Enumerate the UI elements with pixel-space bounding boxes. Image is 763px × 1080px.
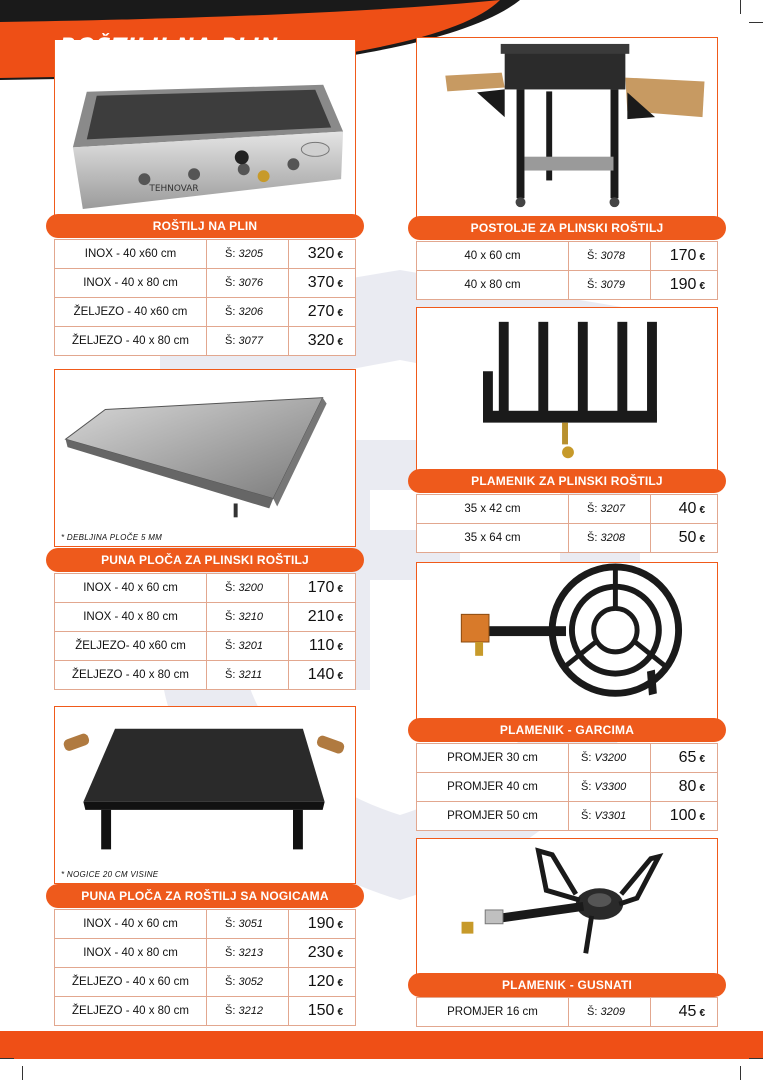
row-price: 320 €	[289, 240, 356, 269]
row-price: 150 €	[289, 997, 356, 1026]
price-row	[55, 997, 356, 1026]
price-row	[55, 910, 356, 939]
row-desc: INOX - 40 x 80 cm	[55, 269, 207, 298]
price-table	[54, 909, 356, 1026]
gas-grill-image	[55, 40, 355, 217]
row-desc: 40 x 80 cm	[417, 271, 569, 300]
row-desc: INOX - 40 x 60 cm	[55, 910, 207, 939]
row-desc: 35 x 64 cm	[417, 524, 569, 553]
row-code: Š: 3206	[207, 298, 289, 327]
row-code: Š: 3076	[207, 269, 289, 298]
row-desc: INOX - 40 x 80 cm	[55, 939, 207, 968]
product-photo-grill-stand	[416, 37, 718, 221]
price-row	[417, 242, 718, 271]
row-price: 230 €	[289, 939, 356, 968]
product-title: PLAMENIK ZA PLINSKI ROŠTILJ	[408, 469, 726, 493]
row-price: 190 €	[289, 910, 356, 939]
price-row	[417, 773, 718, 802]
row-desc: INOX - 40 x 80 cm	[55, 603, 207, 632]
product-note: * NOGICE 20 CM VISINE	[61, 870, 159, 879]
row-price: 320 €	[289, 327, 356, 356]
gusnati-burner-image	[417, 839, 717, 975]
crop-mark	[0, 1058, 14, 1059]
row-code: Š: 3213	[207, 939, 289, 968]
row-code: Š: 3079	[569, 271, 651, 300]
row-code: Š: 3205	[207, 240, 289, 269]
product-photo-gas-grill	[54, 40, 356, 218]
row-code: Š: 3207	[569, 495, 651, 524]
price-row	[55, 574, 356, 603]
row-code: Š: 3200	[207, 574, 289, 603]
price-row	[55, 298, 356, 327]
plate-with-legs-image	[55, 707, 355, 883]
solid-plate-image	[55, 370, 355, 546]
product-title: PUNA PLOČA ZA PLINSKI ROŠTILJ	[46, 548, 364, 572]
row-price: 120 €	[289, 968, 356, 997]
svg-text:TEHNOVAR: TEHNOVAR	[149, 184, 199, 195]
row-price: 50 €	[651, 524, 718, 553]
price-row	[417, 998, 718, 1027]
row-desc: INOX - 40 x 60 cm	[55, 574, 207, 603]
row-price: 210 €	[289, 603, 356, 632]
crop-mark	[749, 1058, 763, 1059]
row-price: 140 €	[289, 661, 356, 690]
price-row	[55, 939, 356, 968]
row-price: 80 €	[651, 773, 718, 802]
price-row	[417, 524, 718, 553]
row-code: Š: 3077	[207, 327, 289, 356]
product-photo-gusnati-burner	[416, 838, 718, 976]
row-desc: PROMJER 50 cm	[417, 802, 569, 831]
row-desc: PROMJER 30 cm	[417, 744, 569, 773]
row-code: Š: 3078	[569, 242, 651, 271]
row-desc: ŽELJEZO- 40 x60 cm	[55, 632, 207, 661]
price-row	[417, 271, 718, 300]
row-desc: ŽELJEZO - 40 x 80 cm	[55, 997, 207, 1026]
price-row	[55, 661, 356, 690]
row-code: Š: 3052	[207, 968, 289, 997]
row-price: 170 €	[651, 242, 718, 271]
garcima-burner-image	[417, 563, 717, 721]
row-price: 190 €	[651, 271, 718, 300]
crop-mark	[740, 1066, 741, 1080]
grill-stand-image	[417, 38, 717, 220]
row-code: Š: 3201	[207, 632, 289, 661]
crop-mark	[740, 0, 741, 14]
price-row	[55, 968, 356, 997]
row-code: Š: 3211	[207, 661, 289, 690]
row-code: Š: V3301	[569, 802, 651, 831]
price-row	[55, 632, 356, 661]
price-row	[55, 327, 356, 356]
row-code: Š: V3300	[569, 773, 651, 802]
product-photo-garcima-burner	[416, 562, 718, 722]
price-row	[55, 603, 356, 632]
row-price: 45 €	[651, 998, 718, 1027]
footer-bar	[0, 1031, 763, 1059]
price-row	[417, 495, 718, 524]
row-code: Š: 3210	[207, 603, 289, 632]
row-code: Š: 3212	[207, 997, 289, 1026]
product-title: POSTOLJE ZA PLINSKI ROŠTILJ	[408, 216, 726, 240]
row-code: Š: 3209	[569, 998, 651, 1027]
product-title: PUNA PLOČA ZA ROŠTILJ SA NOGICAMA	[46, 884, 364, 908]
crop-mark	[22, 1066, 23, 1080]
product-note: * DEBLJINA PLOČE 5 MM	[61, 533, 163, 542]
row-price: 170 €	[289, 574, 356, 603]
price-table	[54, 573, 356, 690]
row-desc: PROMJER 16 cm	[417, 998, 569, 1027]
price-row	[55, 240, 356, 269]
price-table	[54, 239, 356, 356]
row-price: 65 €	[651, 744, 718, 773]
row-price: 370 €	[289, 269, 356, 298]
row-desc: 35 x 42 cm	[417, 495, 569, 524]
row-desc: INOX - 40 x60 cm	[55, 240, 207, 269]
product-title: PLAMENIK - GUSNATI	[408, 973, 726, 997]
row-price: 110 €	[289, 632, 356, 661]
price-table	[416, 241, 718, 300]
price-row	[55, 269, 356, 298]
product-photo-solid-plate	[54, 369, 356, 547]
row-price: 40 €	[651, 495, 718, 524]
product-title: ROŠTILJ NA PLIN	[46, 214, 364, 238]
price-row	[417, 802, 718, 831]
product-photo-burner	[416, 307, 718, 477]
row-price: 100 €	[651, 802, 718, 831]
crop-mark	[749, 22, 763, 23]
product-photo-plate-with-legs	[54, 706, 356, 884]
row-desc: ŽELJEZO - 40 x 80 cm	[55, 661, 207, 690]
price-table	[416, 743, 718, 831]
burner-image	[417, 308, 717, 476]
row-code: Š: 3051	[207, 910, 289, 939]
row-desc: ŽELJEZO - 40 x 80 cm	[55, 327, 207, 356]
price-row	[417, 744, 718, 773]
price-table	[416, 997, 718, 1027]
row-code: Š: V3200	[569, 744, 651, 773]
row-code: Š: 3208	[569, 524, 651, 553]
row-desc: ŽELJEZO - 40 x60 cm	[55, 298, 207, 327]
product-title: PLAMENIK - GARCIMA	[408, 718, 726, 742]
price-table	[416, 494, 718, 553]
row-desc: 40 x 60 cm	[417, 242, 569, 271]
row-desc: PROMJER 40 cm	[417, 773, 569, 802]
row-desc: ŽELJEZO - 40 x 60 cm	[55, 968, 207, 997]
row-price: 270 €	[289, 298, 356, 327]
